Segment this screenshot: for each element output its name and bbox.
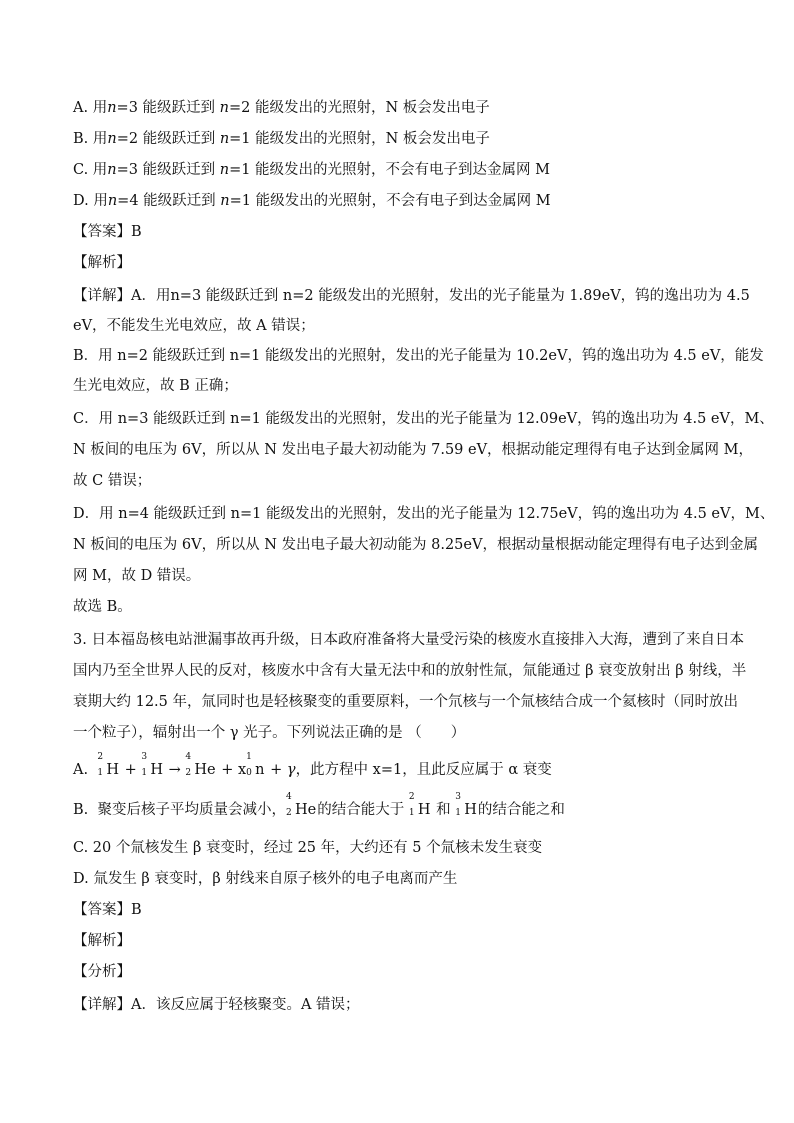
- q3-stem-line: 国内乃至全世界人民的反对，核废水中含有大量无法中和的放射性氚，氚能通过 β 衰变放射出 β 射线，半: [73, 663, 747, 679]
- q2-option-c: [73, 160, 728, 180]
- q2-detail-line: 生光电效应，故 B 正确；: [73, 378, 238, 394]
- option-text: =3 能级跃迁到: [116, 100, 220, 116]
- q3-option-c: C. 20 个氚核发生 β 衰变时，经过 25 年，大约还有 5 个氚核未发生衰变: [73, 840, 543, 856]
- q2-detail-line: 网 M，故 D 错误。: [73, 568, 201, 584]
- q2-detail-line: D．用 n=4 能级跃迁到 n=1 能级发出的光照射，发出的光子能量为 12.75eV，钨的逸出功为 4.5 eV，M、: [73, 506, 775, 522]
- option-text: ，此方程中 x=1，且此反应属于 α 衰变: [295, 762, 552, 778]
- tritium-symbol: 3 1 H: [455, 792, 477, 818]
- q2-answer: 【答案】B: [73, 224, 142, 240]
- option-text: 聚变后核子平均质量会减小，: [97, 802, 286, 818]
- q3-option-b: [73, 792, 728, 820]
- option-letter: B.: [73, 802, 89, 818]
- q2-detail-line: N 板间的电压为 6V，所以从 N 发出电子最大初动能为 8.25eV，根据动量根据动能定理得有电子达到金属: [73, 537, 758, 553]
- var-n: n: [107, 162, 117, 178]
- q2-detail-line: 故 C 错误；: [73, 473, 152, 489]
- deuterium-symbol: 2 1 H: [97, 752, 119, 778]
- q2-option-d: [73, 191, 728, 211]
- option-text: 用: [93, 193, 108, 209]
- q2-detail-line: B．用 n=2 能级跃迁到 n=1 能级发出的光照射，发出的光子能量为 10.2eV，钨的逸出功为 4.5 eV，能发: [73, 348, 764, 364]
- q2-detail-line: C．用 n=3 能级跃迁到 n=1 能级发出的光照射，发出的光子能量为 12.09eV，钨的逸出功为 4.5 eV，M、: [73, 411, 774, 427]
- var-n: n: [219, 162, 230, 178]
- option-text: =2 能级跃迁到: [116, 131, 220, 147]
- q3-stem-line: 一个粒子），辐射出一个 γ 光子。下列说法正确的是 （ ）: [73, 725, 466, 741]
- option-letter: C.: [73, 162, 89, 178]
- plus-sign: +: [221, 762, 234, 778]
- var-x: x: [237, 762, 247, 778]
- q2-analysis-heading: 【解析】: [73, 255, 131, 271]
- var-n: n: [219, 131, 230, 147]
- q3-stem-line: 衰期大约 12.5 年，氚同时也是轻核聚变的重要原料，一个氘核与一个氚核结合成一个氦核时（同时放出: [73, 694, 738, 710]
- option-text: 和: [436, 802, 451, 818]
- neutron-symbol: 1 0 n: [246, 752, 265, 778]
- plus-sign: +: [270, 762, 283, 778]
- q3-analysis-subheading: 【分析】: [73, 964, 131, 980]
- option-text: =3 能级跃迁到: [116, 162, 220, 178]
- q2-conclusion: 故选 B。: [73, 599, 132, 615]
- option-text: =1 能级发出的光照射，不会有电子到达金属网 M: [229, 162, 551, 178]
- var-n: n: [107, 131, 117, 147]
- plus-sign: +: [124, 762, 137, 778]
- option-text: 的结合能大于: [317, 802, 405, 818]
- var-n: n: [219, 100, 229, 116]
- option-letter: A.: [73, 762, 89, 778]
- option-letter: D.: [73, 193, 89, 209]
- helium-symbol: 4 2 He: [285, 792, 317, 818]
- var-n: n: [220, 193, 230, 209]
- q2-option-a: [73, 98, 728, 118]
- option-text: 的结合能之和: [477, 802, 565, 818]
- option-letter: A.: [73, 100, 89, 116]
- q2-detail-line: eV，不能发生光电效应，故 A 错误；: [73, 318, 315, 334]
- option-text: =4 能级跃迁到: [117, 193, 221, 209]
- q3-analysis-heading: 【解析】: [73, 933, 131, 949]
- deuterium-symbol: 2 1 H: [408, 792, 431, 818]
- option-text: 用: [92, 100, 108, 116]
- q3-option-a: [73, 752, 728, 780]
- q2-detail-line: N 板间的电压为 6V，所以从 N 发出电子最大初动能为 7.59 eV，根据动能定理得有电子达到金属网 M，: [73, 442, 754, 458]
- option-text: 用: [92, 162, 108, 178]
- gamma-symbol: γ: [286, 762, 296, 778]
- option-text: 用: [92, 131, 108, 147]
- option-letter: B.: [73, 131, 89, 147]
- q3-stem-line: 3. 日本福岛核电站泄漏事故再升级，日本政府准备将大量受污染的核废水直接排入大海，遭到了来自日本: [73, 632, 744, 648]
- tritium-symbol: 3 1 H: [141, 752, 163, 778]
- q3-answer: 【答案】B: [73, 902, 142, 918]
- q3-detail-line: 【详解】A．该反应属于轻核聚变。A 错误；: [73, 997, 360, 1013]
- var-n: n: [107, 193, 118, 209]
- option-text: =1 能级发出的光照射，不会有电子到达金属网 M: [229, 193, 551, 209]
- q2-detail-line: 【详解】A．用n=3 能级跃迁到 n=2 能级发出的光照射，发出的光子能量为 1.89eV，钨的逸出功为 4.5: [73, 288, 750, 304]
- q2-option-b: [73, 129, 728, 149]
- option-text: =1 能级发出的光照射，N 板会发出电子: [229, 131, 490, 147]
- option-text: =2 能级发出的光照射，N 板会发出电子: [228, 100, 490, 116]
- helium-symbol: 4 2 He: [185, 752, 216, 778]
- var-n: n: [107, 100, 117, 116]
- q3-option-d: D. 氚发生 β 衰变时，β 射线来自原子核外的电子电离而产生: [73, 871, 458, 887]
- arrow-icon: →: [168, 762, 181, 778]
